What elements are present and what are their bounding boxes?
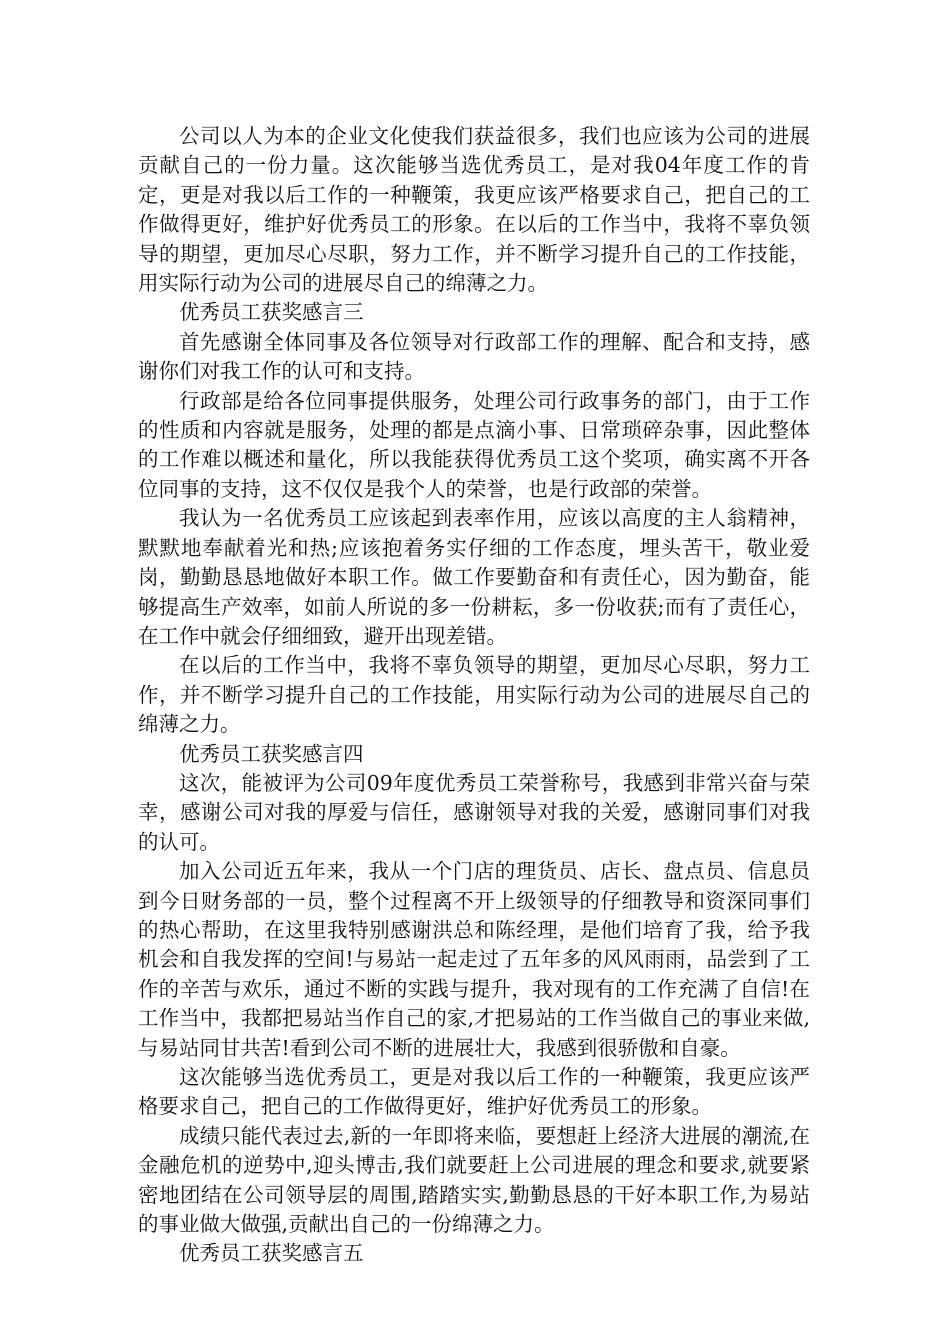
paragraph: 这次，能被评为公司09年度优秀员工荣誉称号，我感到非常兴奋与荣幸，感谢公司对我的厚爱与信任，感谢领导对我的关爱，感谢同事们对我的认可。	[138, 770, 810, 854]
paragraph: 我认为一名优秀员工应该起到表率作用，应该以高度的主人翁精神，默默地奉献着光和热;应该抱着务实仔细的工作态度，埋头苦干，敬业爱岗，勤勤恳恳地做好本职工作。做工作要勤奋和有责任心，因为勤奋，能够提高生产效率，如前人所说的多一份耕耘，多一份收获;而有了责任心，在工作中就会仔细细致，避开出现差错。	[138, 506, 810, 648]
section-heading: 优秀员工获奖感言三	[179, 300, 364, 325]
paragraph: 在以后的工作当中，我将不辜负领导的期望，更加尽心尽职，努力工作，并不断学习提升自己的工作技能，用实际行动为公司的进展尽自己的绵薄之力。	[138, 653, 810, 737]
paragraph: 首先感谢全体同事及各位领导对行政部工作的理解、配合和支持，感谢你们对我工作的认可和支持。	[138, 329, 810, 384]
paragraph: 公司以人为本的企业文化使我们获益很多，我们也应该为公司的进展贡献自己的一份力量。这次能够当选优秀员工，是对我04年度工作的肯定，更是对我以后工作的一种鞭策，我更应该严格要求自己，把自己的工作做得更好，维护好优秀员工的形象。在以后的工作当中，我将不辜负领导的期望，更加尽心尽职，努力工作，并不断学习提升自己的工作技能，用实际行动为公司的进展尽自己的绵薄之力。	[138, 124, 810, 296]
paragraph: 加入公司近五年来，我从一个门店的理货员、店长、盘点员、信息员到今日财务部的一员，整个过程离不开上级领导的仔细教导和资深同事们的热心帮助，在这里我特别感谢洪总和陈经理，是他们培育了我，给予我机会和自我发挥的空间!与易站一起走过了五年多的风风雨雨，品尝到了工作的辛苦与欢乐，通过不断的实践与提升，我对现有的工作充满了自信!在工作当中，我都把易站当作自己的家,才把易站的工作当做自己的事业来做,与易站同甘共苦!看到公司不断的进展壮大，我感到很骄傲和自豪。	[138, 859, 810, 1060]
section-heading: 优秀员工获奖感言五	[179, 1241, 364, 1266]
paragraph: 这次能够当选优秀员工，更是对我以后工作的一种鞭策，我更应该严格要求自己，把自己的工作做得更好，维护好优秀员工的形象。	[138, 1065, 810, 1119]
section-heading: 优秀员工获奖感言四	[179, 741, 364, 766]
paragraph: 行政部是给各位同事提供服务，处理公司行政事务的部门，由于工作的性质和内容就是服务，处理的都是点滴小事、日常琐碎杂事，因此整体的工作难以概述和量化，所以我能获得优秀员工这个奖项，确实离不开各位同事的支持，这不仅仅是我个人的荣誉，也是行政部的荣誉。	[138, 388, 810, 501]
paragraph: 成绩只能代表过去,新的一年即将来临，要想赶上经济大进展的潮流,在金融危机的逆势中,迎头博击,我们就要赶上公司进展的理念和要求,就要紧密地团结在公司领导层的周围,踏踏实实,勤勤恳恳的干好本职工作,为易站的事业做大做强,贡献出自己的一份绵薄之力。	[138, 1123, 810, 1237]
document-page	[138, 122, 810, 1269]
